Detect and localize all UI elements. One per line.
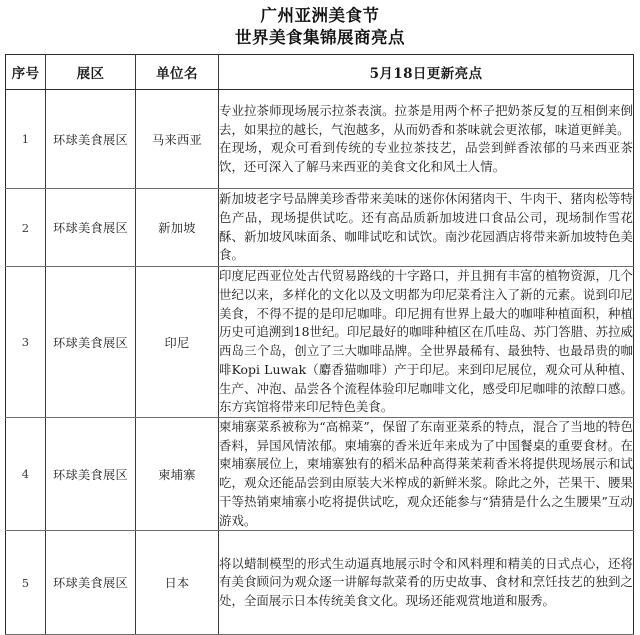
row-zone: 环球美食展区	[46, 417, 136, 530]
row-number: 4	[6, 417, 46, 530]
table-header-row	[6, 55, 634, 90]
description-paragraph: 柬埔寨菜系被称为“高棉菜”，保留了东南亚菜系的特点，混合了当地的特色香料，异国风情浓郁。柬埔寨的香米近年来成为了中国餐桌的重要食材。在柬埔寨展位上，柬埔寨独有的稻米品种高得莱茉莉香米将提供现场展示和试吃，观众还能品尝到由原装大米榨成的新鲜米浆。除此之外，芒果干、腰果干等热销柬埔寨小吃将提供试吃，观众还能参与“猜猜是什么之生腰果”互动游戏。	[219, 418, 633, 528]
row-zone: 环球美食展区	[46, 267, 136, 418]
title-line-2: 世界美食集锦展商亮点	[235, 28, 405, 48]
row-unit: 日本	[136, 531, 219, 635]
row-number: 1	[6, 90, 46, 189]
row-unit: 印尼	[136, 267, 219, 418]
table-row	[6, 90, 634, 189]
column-header-unit: 单位名	[136, 55, 219, 90]
row-description	[219, 189, 634, 267]
column-header-no: 序号	[6, 55, 46, 90]
row-description	[219, 531, 634, 635]
row-zone: 环球美食展区	[46, 189, 136, 267]
row-description	[219, 267, 634, 418]
table-row	[6, 189, 634, 267]
column-header-desc: 5月18日更新亮点	[219, 55, 634, 90]
row-unit: 新加坡	[136, 189, 219, 267]
highlights-table-wrapper	[5, 54, 634, 635]
row-description	[219, 90, 634, 189]
column-header-zone: 展区	[46, 55, 136, 90]
table-row	[6, 417, 634, 530]
row-zone: 环球美食展区	[46, 531, 136, 635]
description-paragraph: 印度尼西亚位处古代贸易路线的十字路口，并且拥有丰富的植物资源，几个世纪以来，多样化的文化以及文明都为印尼菜肴注入了新的元素。说到印尼美食，不得不提的是印尼咖啡。印尼拥有世界上最大的咖啡种植面积，种植历史可追溯到18世纪。印尼最好的咖啡种植区在爪哇岛、苏门答腊、苏拉威西岛三个岛，创立了三大咖啡品牌。全世界最稀有、最独特、也最昂贵的咖啡Kopi Luwak（麝香猫咖啡）产于印尼。来到印尼展位，观众可从种植、生产、冲泡、品尝各个流程体验印尼咖啡文化，感受印尼咖啡的浓醇口感。东方宾馆将带来印尼特色美食。	[219, 268, 633, 415]
highlights-table	[5, 54, 634, 635]
description-paragraph: 新加坡老字号品牌美珍香带来美味的迷你休闲猪肉干、牛肉干、猪肉松等特色产品，现场提供试吃。还有高品质新加坡进口食品公司，现场制作雪花酥、新加坡风味面条、咖啡试吃和试饮。南沙花园酒店将带来新加坡特色美食。	[219, 191, 633, 263]
row-number: 2	[6, 189, 46, 267]
description-paragraph: 在现场，观众可看到传统的专业拉茶技艺，品尝到鲜香浓郁的马来西亚茶饮，还可深入了解马来西亚的美食文化和风土人情。	[219, 140, 633, 174]
document-title	[0, 0, 640, 49]
row-number: 3	[6, 267, 46, 418]
row-unit: 柬埔寨	[136, 417, 219, 530]
row-zone: 环球美食展区	[46, 90, 136, 189]
row-number: 5	[6, 531, 46, 635]
table-row	[6, 267, 634, 418]
table-body	[6, 90, 634, 635]
description-paragraph: 将以蜡制模型的形式生动逼真地展示时令和风料理和精美的日式点心，还将有美食顾问为观众逐一讲解每款菜肴的历史故事、食材和烹饪技艺的独到之处，全面展示日本传统美食文化。现场还能观赏地道和服秀。	[219, 555, 633, 609]
description-paragraph: 专业拉茶师现场展示拉茶表演。拉茶是用两个杯子把奶茶反复的互相倒来倒去，如果拉的越长，气泡越多，从而奶香和茶味就会更浓郁，味道更鲜美。	[219, 102, 633, 137]
row-description	[219, 417, 634, 530]
title-line-1: 广州亚洲美食节	[260, 6, 380, 25]
table-row	[6, 531, 634, 635]
row-unit: 马来西亚	[136, 90, 219, 189]
